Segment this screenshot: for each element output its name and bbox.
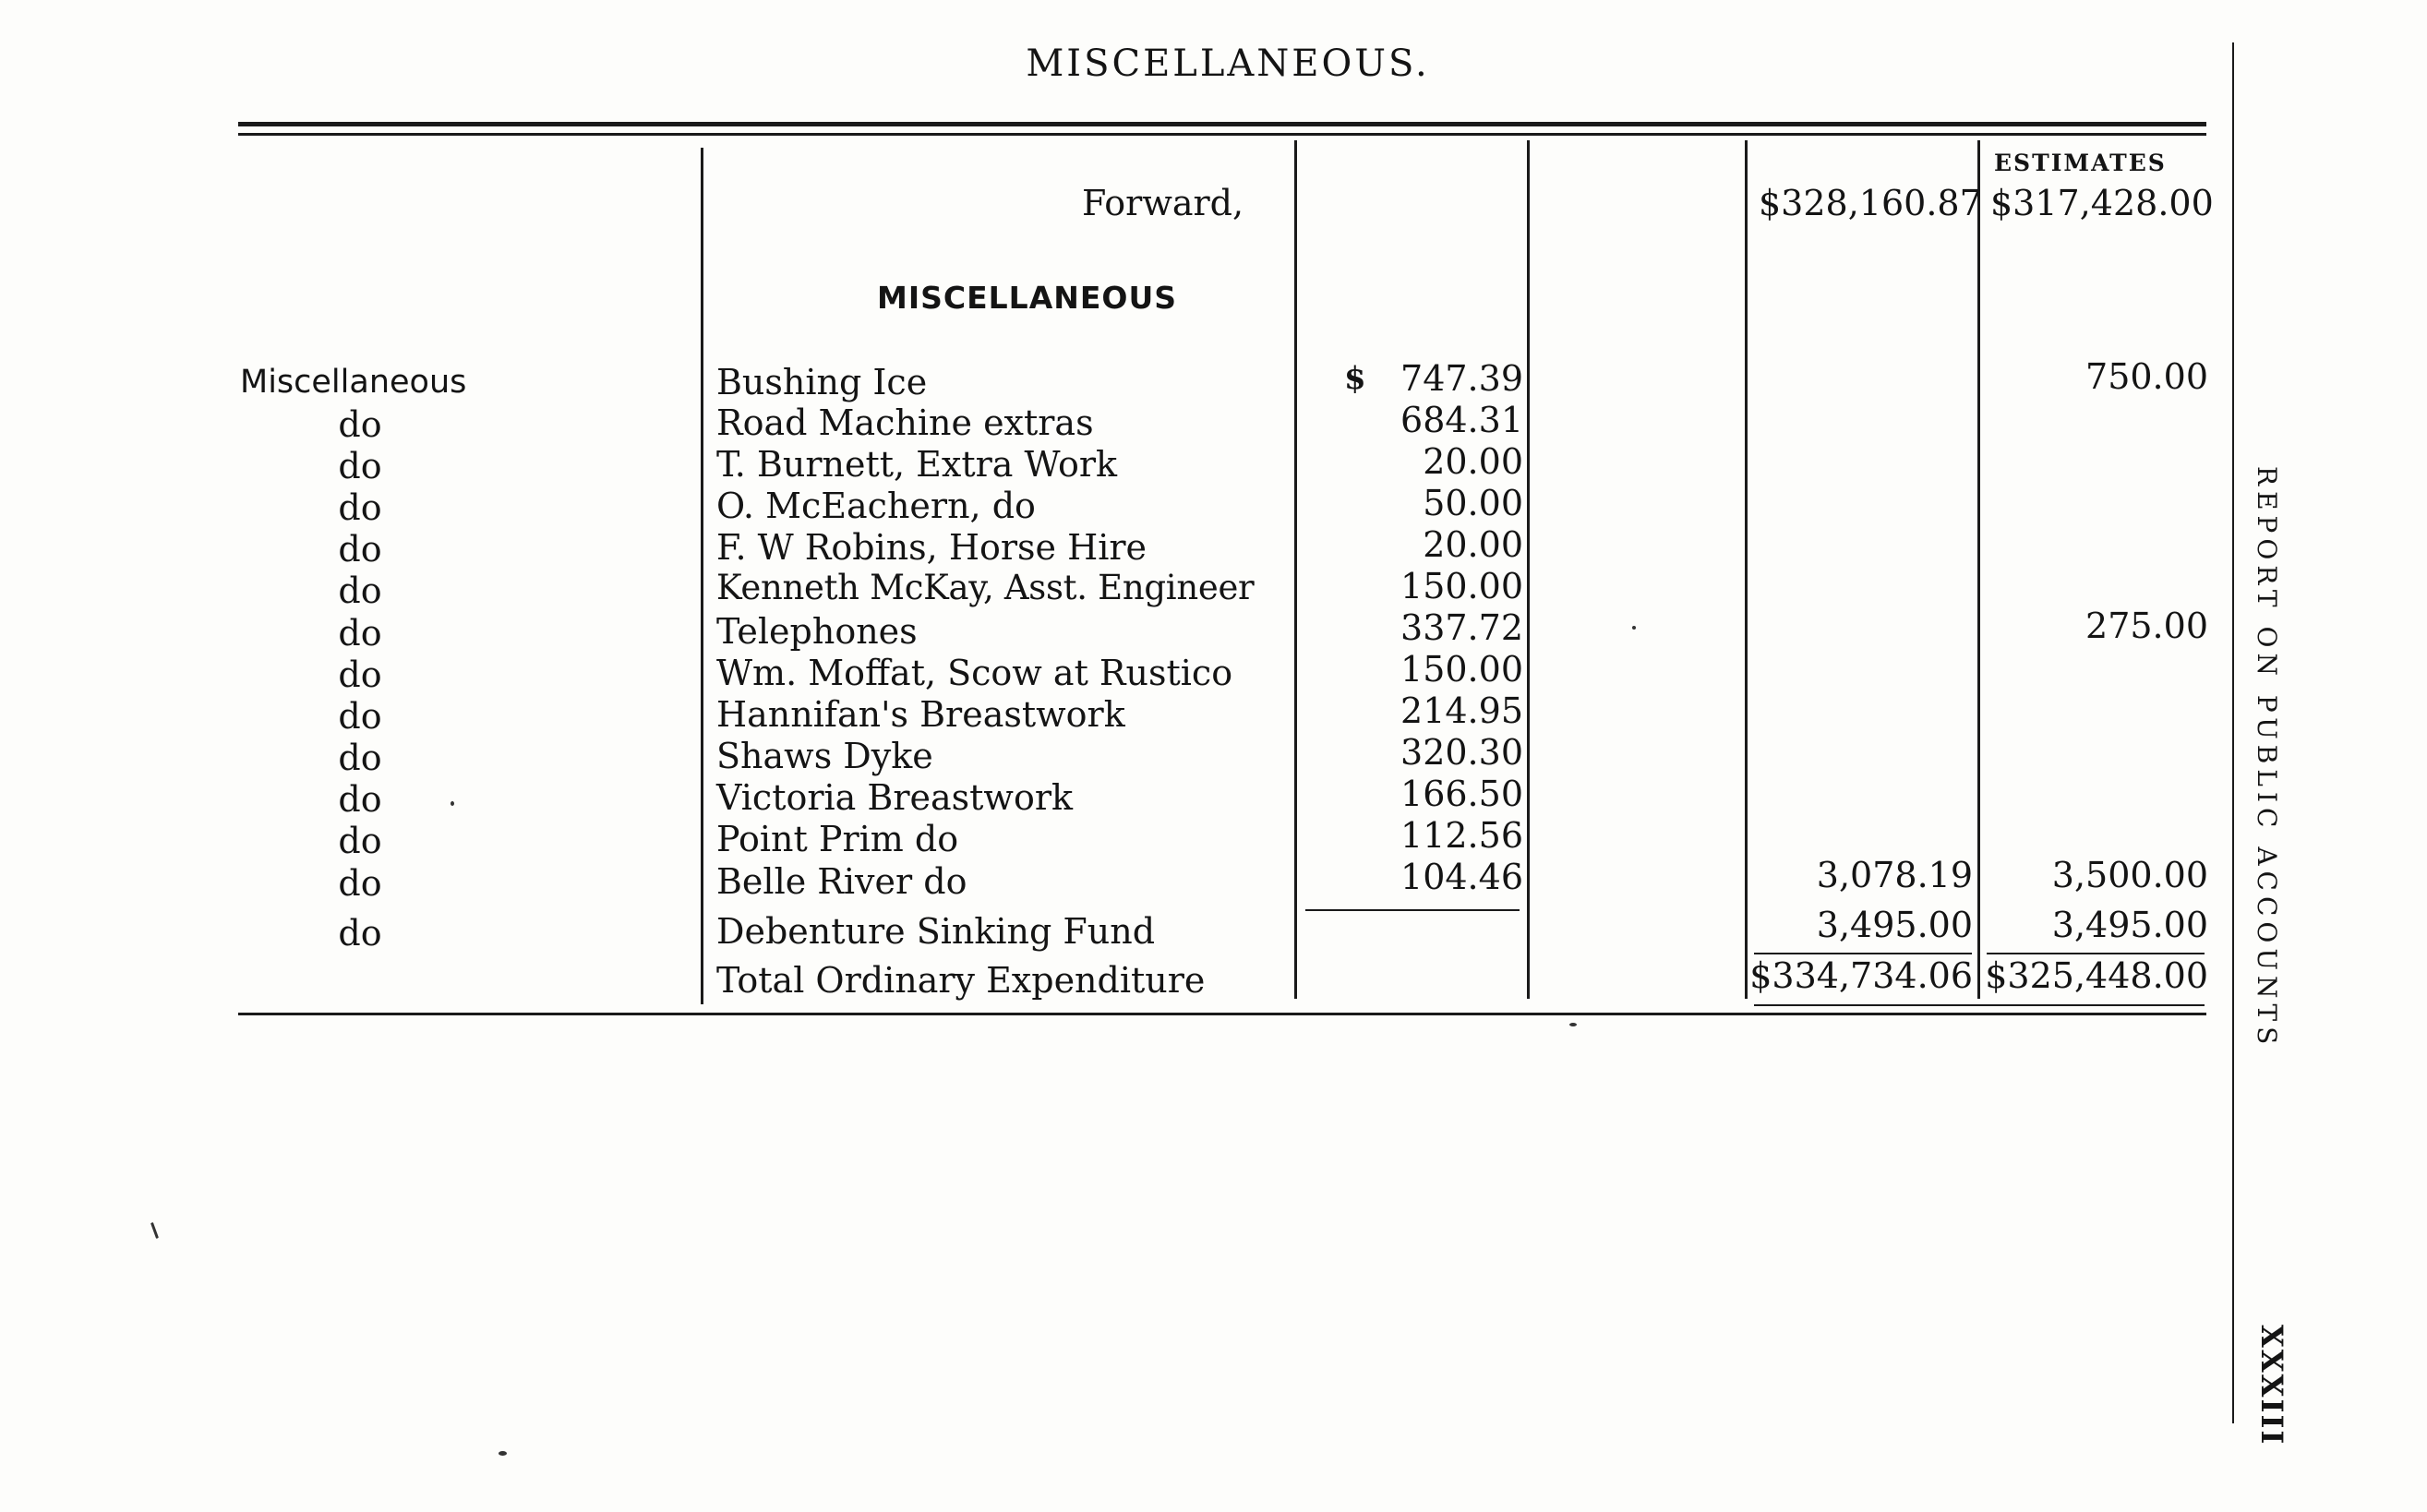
row-description: Road Machine extras [716, 402, 1094, 443]
row-estimate: 3,495.00 [2051, 905, 2208, 945]
row-amount: 214.95 [1400, 690, 1523, 731]
scan-speck [1569, 1023, 1577, 1026]
section-heading: MISCELLANEOUS [877, 280, 1178, 316]
scan-speck [451, 801, 454, 806]
row-description: F. W Robins, Horse Hire [716, 527, 1147, 568]
total-overline-1 [1754, 953, 1972, 954]
row-category: do [338, 404, 382, 445]
top-rule-thick [238, 122, 2206, 126]
row-description: Victoria Breastwork [716, 777, 1074, 818]
row-amount: 684.31 [1400, 400, 1523, 440]
row-category: do [338, 446, 382, 486]
running-head-caption: REPORT ON PUBLIC ACCOUNTS [2252, 466, 2282, 1050]
column-rule-1 [701, 148, 703, 1004]
row-amount: 150.00 [1400, 649, 1523, 690]
row-description: Hannifan's Breastwork [716, 694, 1125, 735]
row-category: do [338, 654, 382, 695]
row-amount: 166.50 [1400, 774, 1523, 814]
row-category: do [338, 570, 382, 611]
row-subtotal: 3,495.00 [1816, 905, 1973, 945]
forward-estimate: $317,428.00 [1990, 183, 2214, 223]
row-description: Debenture Sinking Fund [716, 911, 1156, 952]
row-category: do [338, 821, 382, 861]
row-amount: 50.00 [1423, 483, 1523, 523]
row-estimate: 750.00 [2085, 356, 2208, 397]
row-estimate: 275.00 [2085, 606, 2208, 646]
row-description: Bushing Ice [716, 362, 928, 402]
forward-amount: $328,160.87 [1759, 183, 1982, 223]
row-category: do [338, 779, 382, 820]
row-description: Point Prim do [716, 819, 959, 859]
row-amount: 20.00 [1423, 524, 1523, 565]
column-rule-5 [1977, 140, 1980, 999]
row-amount: 337.72 [1400, 607, 1523, 648]
row-amount: 112.56 [1400, 815, 1523, 856]
row-amount: 150.00 [1400, 566, 1523, 606]
scan-speck [499, 1451, 507, 1456]
row-category: do [338, 863, 382, 904]
column-rule-3 [1527, 140, 1530, 999]
row-category: do [338, 487, 382, 528]
total-estimate: $325,448.00 [1985, 955, 2208, 996]
bottom-rule [238, 1013, 2206, 1015]
forward-label: Forward, [1082, 183, 1244, 223]
scan-speck [150, 1222, 159, 1239]
row-category: Miscellaneous [240, 364, 467, 401]
row-description: Kenneth McKay, Asst. Engineer [716, 568, 1255, 607]
dollar-sign: $ [1344, 360, 1366, 397]
row-description: Wm. Moffat, Scow at Rustico [716, 653, 1233, 693]
margin-rule [2232, 42, 2234, 1423]
page-title: MISCELLANEOUS. [1026, 42, 1430, 85]
row-description: O. McEachern, do [716, 486, 1036, 526]
row-amount: 104.46 [1400, 857, 1523, 897]
row-description: Telephones [716, 611, 918, 652]
row-amount: 320.30 [1400, 732, 1523, 773]
row-description: Shaws Dyke [716, 736, 933, 776]
scan-speck [1632, 626, 1636, 630]
column-rule-2 [1294, 140, 1297, 999]
total-overline-2 [1987, 953, 2205, 954]
row-description: Belle River do [716, 861, 967, 902]
total-underline [1754, 1004, 2205, 1006]
estimates-header: ESTIMATES [1994, 150, 2167, 176]
row-estimate: 3,500.00 [2051, 855, 2208, 895]
row-amount: 747.39 [1400, 358, 1523, 399]
row-subtotal: 3,078.19 [1816, 855, 1973, 895]
page-number: XXXIII [2254, 1325, 2289, 1446]
row-category: do [338, 696, 382, 737]
column-rule-4 [1745, 140, 1748, 999]
total-label: Total Ordinary Expenditure [716, 960, 1206, 1001]
amount-column-underline [1305, 909, 1520, 911]
row-category: do [338, 529, 382, 570]
top-rule-thin [238, 133, 2206, 136]
row-amount: 20.00 [1423, 441, 1523, 482]
row-category: do [338, 738, 382, 778]
row-category: do [338, 913, 382, 954]
row-category: do [338, 613, 382, 654]
total-subtotal: $334,734.06 [1749, 955, 1973, 996]
row-description: T. Burnett, Extra Work [716, 444, 1118, 485]
